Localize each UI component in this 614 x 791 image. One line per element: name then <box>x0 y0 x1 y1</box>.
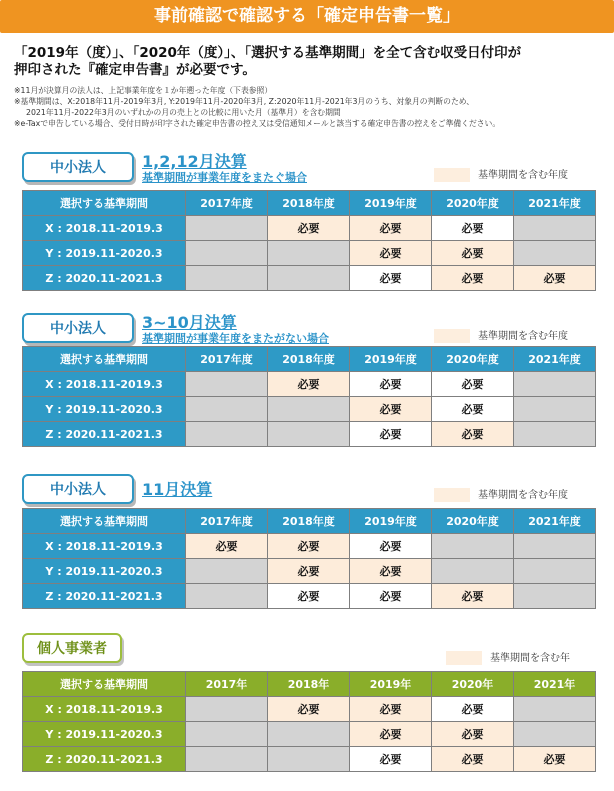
section-subtitle: 基準期間が事業年度をまたぐ場合 <box>142 171 307 184</box>
required-cell: 必要 <box>432 422 514 447</box>
headline-line-1: 「2019年（度）」、「2020年（度）」、「選択する基準期間」を全て含む収受日付印が <box>14 45 522 61</box>
header-year: 2018年度 <box>268 509 350 534</box>
required-cell: 必要 <box>350 266 432 291</box>
table-row <box>23 559 596 584</box>
row-period-label: Z : 2020.11-2021.3 <box>23 266 186 291</box>
required-cell: 必要 <box>350 241 432 266</box>
legend-label: 基準期間を含む年度 <box>478 170 568 181</box>
empty-cell <box>268 722 350 747</box>
legend-swatch <box>446 651 482 665</box>
section-badge: 個人事業者 <box>22 633 122 663</box>
empty-cell <box>432 534 514 559</box>
empty-cell <box>514 372 596 397</box>
empty-cell <box>186 722 268 747</box>
note-3: ※e-Taxで申告している場合、受付日時が印字された確定申告書の控え又は受信通知メールと該当する確定申告書の控えをご準備ください。 <box>14 119 501 128</box>
required-cell: 必要 <box>268 697 350 722</box>
required-cell: 必要 <box>350 216 432 241</box>
table-header-row <box>23 191 596 216</box>
empty-cell <box>268 422 350 447</box>
section-title: 11月決算 <box>142 480 213 499</box>
empty-cell <box>514 534 596 559</box>
header-year: 2020年度 <box>432 509 514 534</box>
required-cell: 必要 <box>350 559 432 584</box>
empty-cell <box>186 559 268 584</box>
required-cell: 必要 <box>432 697 514 722</box>
requirement-headline <box>14 45 604 79</box>
legend-label: 基準期間を含む年度 <box>478 331 568 342</box>
header-year: 2021年度 <box>514 509 596 534</box>
table-row <box>23 697 596 722</box>
empty-cell <box>186 372 268 397</box>
empty-cell <box>514 422 596 447</box>
table-row <box>23 747 596 772</box>
table-header-row <box>23 672 596 697</box>
requirements-table <box>22 508 596 609</box>
empty-cell <box>186 422 268 447</box>
empty-cell <box>268 747 350 772</box>
legend <box>434 166 568 182</box>
row-period-label: Y : 2019.11-2020.3 <box>23 397 186 422</box>
empty-cell <box>514 584 596 609</box>
row-period-label: X : 2018.11-2019.3 <box>23 697 186 722</box>
table-row <box>23 584 596 609</box>
required-cell: 必要 <box>432 722 514 747</box>
required-cell: 必要 <box>432 216 514 241</box>
row-period-label: Z : 2020.11-2021.3 <box>23 584 186 609</box>
empty-cell <box>514 559 596 584</box>
empty-cell <box>186 241 268 266</box>
required-cell: 必要 <box>268 216 350 241</box>
legend <box>434 486 568 502</box>
required-cell: 必要 <box>432 241 514 266</box>
required-cell: 必要 <box>350 372 432 397</box>
table-row <box>23 534 596 559</box>
required-cell: 必要 <box>268 534 350 559</box>
legend-swatch <box>434 168 470 182</box>
legend <box>434 327 568 343</box>
empty-cell <box>186 397 268 422</box>
empty-cell <box>186 584 268 609</box>
required-cell: 必要 <box>514 747 596 772</box>
empty-cell <box>186 697 268 722</box>
required-cell: 必要 <box>268 559 350 584</box>
empty-cell <box>186 747 268 772</box>
header-year: 2019年度 <box>350 191 432 216</box>
required-cell: 必要 <box>350 422 432 447</box>
row-period-label: Y : 2019.11-2020.3 <box>23 722 186 747</box>
empty-cell <box>432 559 514 584</box>
note-1: ※11月が決算月の法人は、上記事業年度を１か年遡った年度（下表参照） <box>14 86 273 95</box>
header-year: 2019年度 <box>350 509 432 534</box>
notes-block <box>14 85 614 129</box>
header-year: 2017年度 <box>186 509 268 534</box>
empty-cell <box>268 266 350 291</box>
legend-swatch <box>434 488 470 502</box>
table-row <box>23 372 596 397</box>
empty-cell <box>514 241 596 266</box>
row-period-label: Y : 2019.11-2020.3 <box>23 559 186 584</box>
empty-cell <box>514 397 596 422</box>
required-cell: 必要 <box>350 397 432 422</box>
section-subtitle: 基準期間が事業年度をまたがない場合 <box>142 332 329 345</box>
row-period-label: Z : 2020.11-2021.3 <box>23 747 186 772</box>
required-cell: 必要 <box>350 534 432 559</box>
section-title: 1,2,12月決算 <box>142 152 247 171</box>
header-period-label: 選択する基準期間 <box>23 347 186 372</box>
header-year: 2020年 <box>432 672 514 697</box>
empty-cell <box>514 216 596 241</box>
table-row <box>23 397 596 422</box>
legend-label: 基準期間を含む年 <box>490 653 570 664</box>
header-period-label: 選択する基準期間 <box>23 509 186 534</box>
row-period-label: X : 2018.11-2019.3 <box>23 216 186 241</box>
header-year: 2017年度 <box>186 191 268 216</box>
table-row <box>23 216 596 241</box>
required-cell: 必要 <box>514 266 596 291</box>
headline-line-2: 押印された『確定申告書』が必要です。 <box>14 62 256 78</box>
required-cell: 必要 <box>268 372 350 397</box>
legend <box>446 649 570 665</box>
table-row <box>23 241 596 266</box>
header-year: 2017年 <box>186 672 268 697</box>
legend-label: 基準期間を含む年度 <box>478 490 568 501</box>
required-cell: 必要 <box>432 397 514 422</box>
requirements-table <box>22 671 596 772</box>
header-year: 2020年度 <box>432 191 514 216</box>
section-title: 3~10月決算 <box>142 313 237 332</box>
row-period-label: X : 2018.11-2019.3 <box>23 534 186 559</box>
required-cell: 必要 <box>350 747 432 772</box>
header-year: 2021年 <box>514 672 596 697</box>
header-year: 2019年度 <box>350 347 432 372</box>
header-period-label: 選択する基準期間 <box>23 191 186 216</box>
row-period-label: Y : 2019.11-2020.3 <box>23 241 186 266</box>
required-cell: 必要 <box>350 722 432 747</box>
table-row <box>23 266 596 291</box>
required-cell: 必要 <box>350 584 432 609</box>
required-cell: 必要 <box>432 584 514 609</box>
required-cell: 必要 <box>186 534 268 559</box>
required-cell: 必要 <box>268 584 350 609</box>
header-period-label: 選択する基準期間 <box>23 672 186 697</box>
row-period-label: X : 2018.11-2019.3 <box>23 372 186 397</box>
header-year: 2018年 <box>268 672 350 697</box>
header-year: 2018年度 <box>268 347 350 372</box>
row-period-label: Z : 2020.11-2021.3 <box>23 422 186 447</box>
requirements-table <box>22 190 596 291</box>
empty-cell <box>514 722 596 747</box>
legend-swatch <box>434 329 470 343</box>
header-year: 2018年度 <box>268 191 350 216</box>
empty-cell <box>268 241 350 266</box>
empty-cell <box>268 397 350 422</box>
table-row <box>23 422 596 447</box>
header-year: 2021年度 <box>514 347 596 372</box>
note-2: ※基準期間は、X:2018年11月-2019年3月, Y:2019年11月-2020年3月, Z:2020年11月-2021年3月のうち、対象月の判断のため、 <box>14 97 475 106</box>
required-cell: 必要 <box>432 747 514 772</box>
required-cell: 必要 <box>432 266 514 291</box>
section-badge: 中小法人 <box>22 474 134 504</box>
header-year: 2021年度 <box>514 191 596 216</box>
section-badge: 中小法人 <box>22 313 134 343</box>
page-banner-title: 事前確認で確認する「確定申告書一覧」 <box>0 0 614 33</box>
empty-cell <box>186 216 268 241</box>
table-header-row <box>23 347 596 372</box>
header-year: 2019年 <box>350 672 432 697</box>
requirements-table <box>22 346 596 447</box>
required-cell: 必要 <box>350 697 432 722</box>
header-year: 2017年度 <box>186 347 268 372</box>
table-row <box>23 722 596 747</box>
empty-cell <box>186 266 268 291</box>
empty-cell <box>514 697 596 722</box>
table-header-row <box>23 509 596 534</box>
required-cell: 必要 <box>432 372 514 397</box>
section-badge: 中小法人 <box>22 152 134 182</box>
header-year: 2020年度 <box>432 347 514 372</box>
note-2-continued: 2021年11月-2022年3月のいずれかの月の売上との比較に用いた月（基準月）を含む期間 <box>26 108 341 117</box>
